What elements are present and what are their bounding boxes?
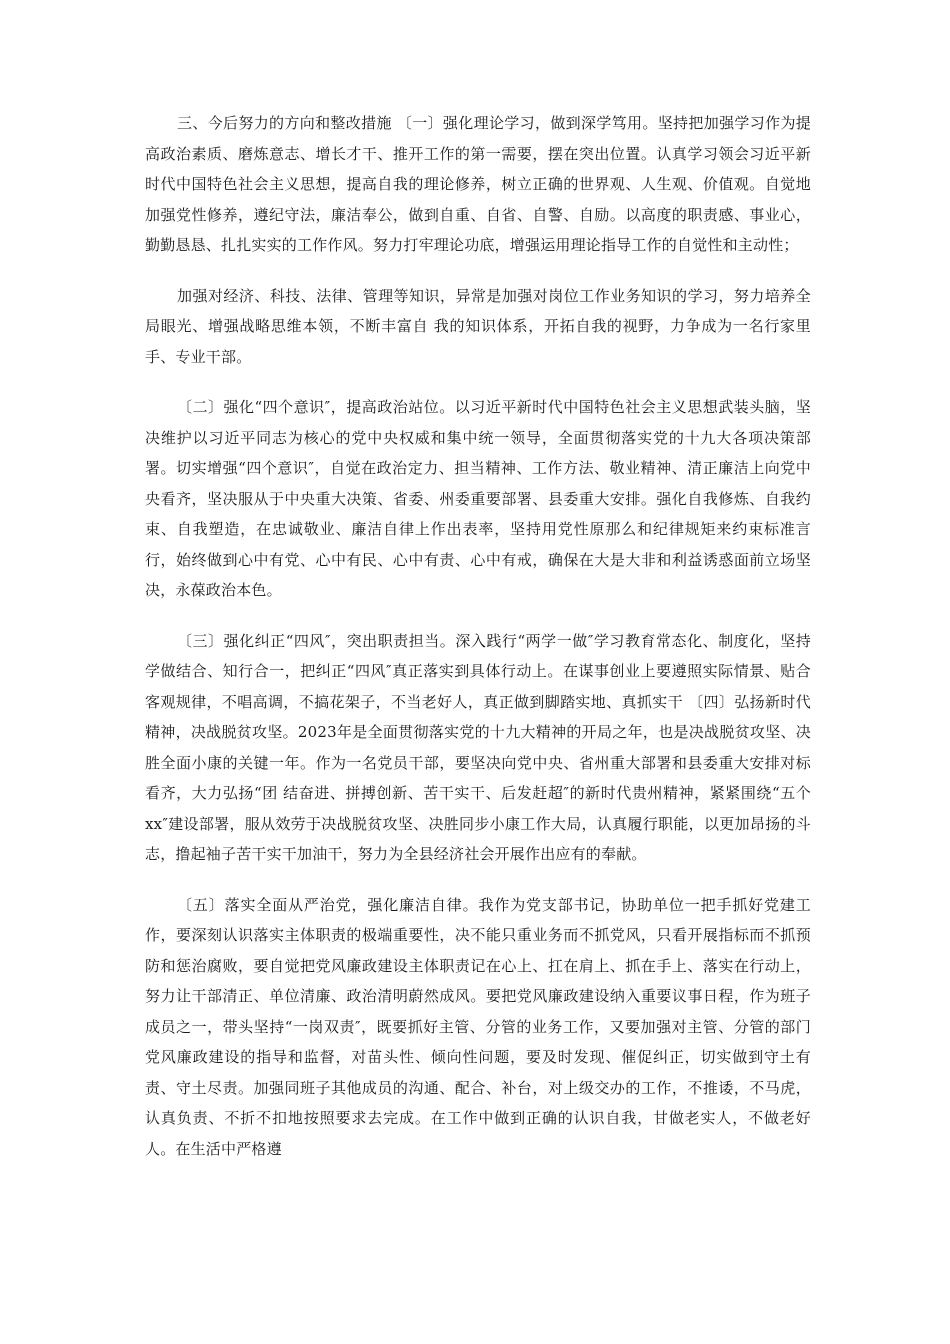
paragraph-section-two: 〔二〕强化“四个意识″，提高政治站位。以习近平新时代中国特色社会主义思想武装头脑，坚决维护以习近平同志为核心的党中央权威和集中统一领导，全面贯彻落实党的十九大各项决策部署。切实增强“四个意识″，自觉在政治定力、担当精神、工作方法、敬业精神、清正廉洁上向党中央看齐，坚决服从于中央重大决策、省委、州委重要部署、县委重大安排。强化自我修炼、自我约束、自我塑造，在忠诚敬业、廉洁自律上作出表率，坚持用党性原那么和纪律规矩来约束标准言行，始终做到心中有党、心中有民、心中有责、心中有戒，确保在大是大非和利益诱惑面前立场坚决，永葆政治本色。 [145, 398, 811, 599]
document-page [145, 108, 811, 1184]
paragraph-knowledge: 加强对经济、科技、法律、管理等知识，异常是加强对岗位工作业务知识的学习，努力培养全局眼光、增强战略思维本领，不断丰富自 我的知识体系，开拓自我的视野，力争成为一名行家里手、专业干部。 [145, 286, 811, 366]
paragraph-section-three-four: 〔三〕强化纠正“四风″，突出职责担当。深入践行“两学一做″学习教育常态化、制度化，坚持学做结合、知行合一，把纠正“四风″真正落实到具体行动上。在谋事创业上要遵照实际情景、贴合客观规律，不唱高调，不搞花架子，不当老好人，真正做到脚踏实地、真抓实干 〔四〕弘扬新时代精神，决战脱贫攻坚。2023年是全面贯彻落实党的十九大精神的开局之年，也是决战脱贫攻坚、决胜全面小康的关键一年。作为一名党员干部，要坚决向党中央、省州重大部署和县委重大安排对标看齐，大力弘扬“团 结奋进、拼搏创新、苦干实干、后发赶超″的新时代贵州精神，紧紧围绕“五个xx″建设部署，服从效劳于决战脱贫攻坚、决胜同步小康工作大局，认真履行职能，以更加昂扬的斗志，撸起袖子苦干实干加油干，努力为全县经济社会开展作出应有的奉献。 [145, 631, 811, 863]
paragraph-section-five: 〔五〕落实全面从严治党，强化廉洁自律。我作为党支部书记，协助单位一把手抓好党建工作，要深刻认识落实主体职责的极端重要性，决不能只重业务而不抓党风，只看开展指标而不抓预防和惩治腐败，要自觉把党风廉政建设主体职责记在心上、扛在肩上、抓在手上、落实在行动上，努力让干部清正、单位清廉、政治清明蔚然成风。要把党风廉政建设纳入重要议事日程，作为班子成员之一，带头坚持“一岗双责″，既要抓好主管、分管的业务工作，又要加强对主管、分管的部门党风廉政建设的指导和监督，对苗头性、倾向性问题，要及时发现、催促纠正，切实做到守土有责、守土尽责。加强同班子其他成员的沟通、配合、补台，对上级交办的工作，不推诿，不马虎，认真负责、不折不扣地按照要求去完成。在工作中做到正确的认识自我，甘做老实人，不做老好人。在生活中严格遵 [145, 895, 811, 1158]
paragraph-section-three-one: 三、今后努力的方向和整改措施 〔一〕强化理论学习，做到深学笃用。坚持把加强学习作为提高政治素质、磨炼意志、增长才干、推开工作的第一需要，摆在突出位置。认真学习领会习近平新时代中国特色社会主义思想，提高自我的理论修养，树立正确的世界观、人生观、价值观。自觉地加强党性修养，遵纪守法，廉洁奉公，做到自重、自省、自警、自励。以高度的职责感、事业心，勤勤恳恳、扎扎实实的工作作风。努力打牢理论功底，增强运用理论指导工作的自觉性和主动性； [145, 114, 811, 254]
